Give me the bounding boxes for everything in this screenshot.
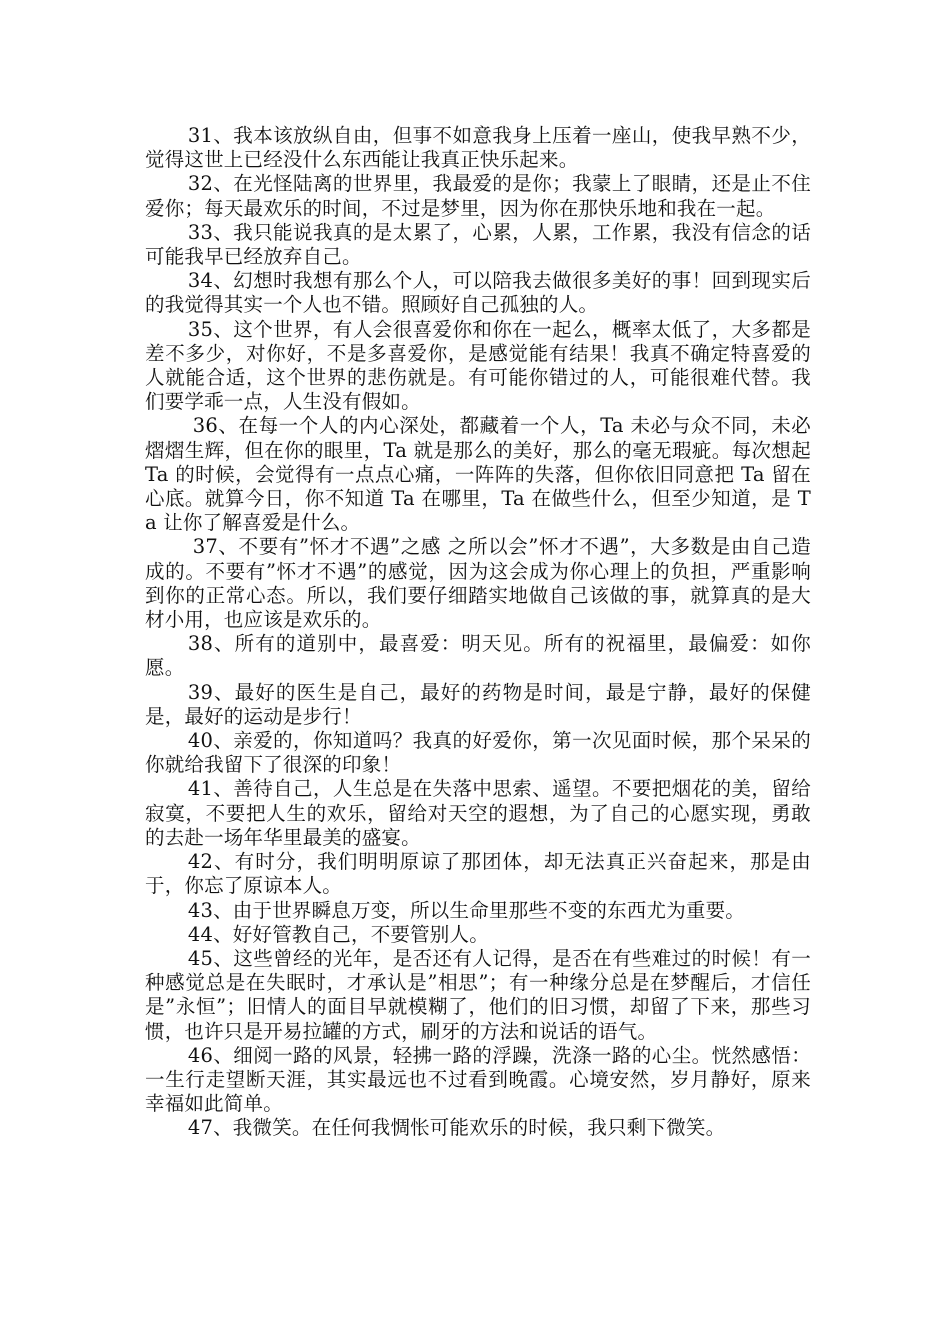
paragraph-43: 43、由于世界瞬息万变，所以生命里那些不变的东西尤为重要。 xyxy=(187,898,746,922)
paragraph-40: 40、亲爱的，你知道吗？我真的好爱你，第一次见面时候，那个呆呆的你就给我留下了很深的印象！ xyxy=(145,729,811,777)
paragraph-37: 37、不要有”怀才不遇”之感 之所以会”怀才不遇”，大多数是由自己造成的。不要有”怀才不遇”的感觉，因为这会成为你心理上的负担，严重影响到你的正常心态。所以，我们要仔细踏实地做自己该做的事，就算真的是大材小用，也应该是欢乐的。 xyxy=(145,535,811,632)
paragraph-39: 39、最好的医生是自己，最好的药物是时间，最是宁静，最好的保健是，最好的运动是步行！ xyxy=(145,680,811,728)
paragraph-44: 44、好好管教自己，不要管别人。 xyxy=(187,922,489,946)
paragraph-33: 33、我只能说我真的是太累了，心累，人累，工作累，我没有信念的话可能我早已经放弃自己。 xyxy=(145,220,811,269)
paragraph-46: 46、细阅一路的风景，轻拂一路的浮躁，洗涤一路的心尘。恍然感悟：一生行走望断天涯，其实最远也不过看到晚霞。心境安然，岁月静好，原来幸福如此简单。 xyxy=(145,1043,811,1116)
paragraph-35: 35、这个世界，有人会很喜爱你和你在一起么，概率太低了，大多都是差不多少，对你好，不是多喜爱你，是感觉能有结果！我真不确定特喜爱的人就能合适，这个世界的悲伤就是。有可能你错过的人，可能很难代替。我们要学乖一点，人生没有假如。 xyxy=(145,317,811,414)
paragraph-42: 42、有时分，我们明明原谅了那团体，却无法真正兴奋起来，那是由于，你忘了原谅本人。 xyxy=(145,850,811,898)
document-body xyxy=(145,124,811,1141)
paragraph-36: 36、在每一个人的内心深处，都藏着一个人，Ta 未必与众不同，未必熠熠生辉，但在你的眼里，Ta 就是那么的美好，那么的毫无瑕疵。每次想起 Ta 的时候，会觉得有一点点心痛，一阵阵的失落，但你依旧同意把 Ta 留在心底。就算今日，你不知道 Ta 在哪里，Ta 在做些什么，但至少知道，是 Ta 让你了解喜爱是什么。 xyxy=(145,414,811,535)
paragraph-41: 41、善待自己，人生总是在失落中思索、遥望。不要把烟花的美，留给寂寞，不要把人生的欢乐，留给对天空的遐想，为了自己的心愿实现，勇敢的去赴一场年华里最美的盛宴。 xyxy=(145,777,811,849)
paragraph-31: 31、我本该放纵自由，但事不如意我身上压着一座山，使我早熟不少，觉得这世上已经没什么东西能让我真正快乐起来。 xyxy=(145,124,811,172)
paragraph-47: 47、我微笑。在任何我惆怅可能欢乐的时候，我只剩下微笑。 xyxy=(187,1116,726,1140)
paragraph-38: 38、所有的道别中，最喜爱：明天见。所有的祝福里，最偏爱：如你愿。 xyxy=(145,632,811,680)
paragraph-45: 45、这些曾经的光年，是否还有人记得，是否在有些难过的时候！有一种感觉总是在失眠时，才承认是”相思”；有一种缘分总是在梦醒后，才信任是”永恒”；旧情人的面目早就模糊了，他们的旧习惯，却留了下来，那些习惯，也许只是开易拉罐的方式，刷牙的方法和说话的语气。 xyxy=(145,946,811,1043)
paragraph-32: 32、在光怪陆离的世界里，我最爱的是你；我蒙上了眼睛，还是止不住爱你；每天最欢乐的时间，不过是梦里，因为你在那快乐地和我在一起。 xyxy=(145,172,811,220)
paragraph-34: 34、幻想时我想有那么个人，可以陪我去做很多美好的事！回到现实后的我觉得其实一个人也不错。照顾好自己孤独的人。 xyxy=(145,269,811,317)
